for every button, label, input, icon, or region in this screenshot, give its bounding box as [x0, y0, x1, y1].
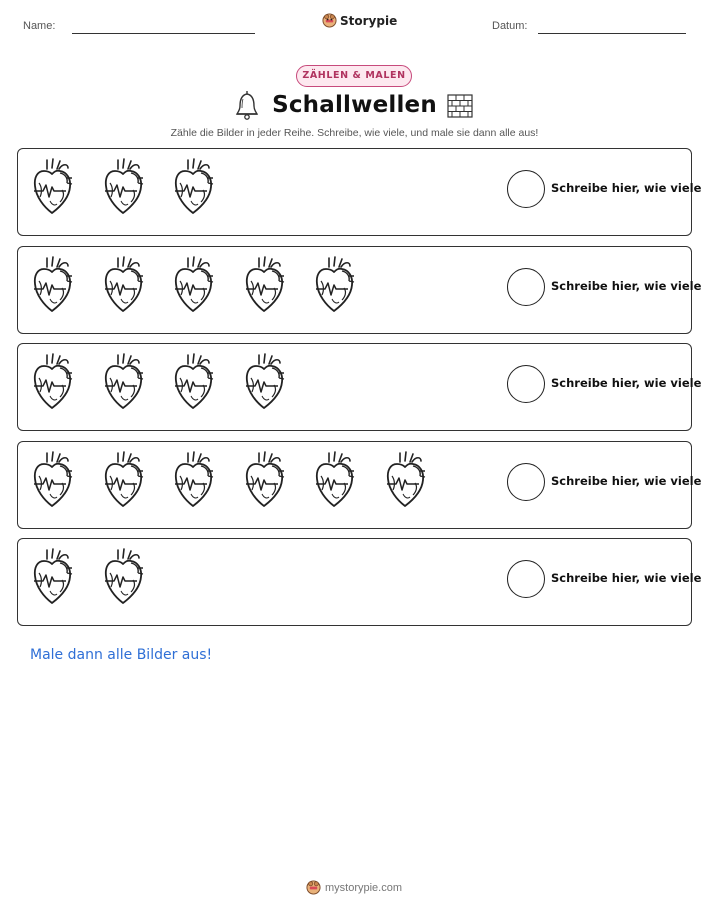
heart-icon[interactable]	[312, 450, 358, 510]
counting-row	[17, 148, 702, 236]
heart-icon[interactable]	[30, 547, 76, 607]
heart-icon[interactable]	[30, 157, 76, 217]
footer-url[interactable]: mystorypie.com	[325, 881, 403, 894]
storypie-logo-icon	[306, 880, 321, 895]
heart-icon[interactable]	[171, 450, 217, 510]
heart-icon[interactable]	[101, 157, 147, 217]
counting-row	[17, 441, 702, 529]
heart-icon[interactable]	[171, 157, 217, 217]
heart-icon[interactable]	[242, 255, 288, 315]
instructions-subtitle: Zähle die Bilder in jeder Reihe. Schreibe, wie viele, und male sie dann alle aus!	[170, 127, 539, 139]
heart-icon[interactable]	[101, 450, 147, 510]
heart-icon[interactable]	[101, 352, 147, 412]
heart-icon[interactable]	[101, 547, 147, 607]
answer-circle[interactable]	[507, 365, 545, 403]
name-label: Name:	[23, 20, 56, 32]
heart-icon[interactable]	[30, 352, 76, 412]
counting-row	[17, 246, 702, 334]
counting-row	[17, 343, 702, 431]
heart-icon[interactable]	[171, 255, 217, 315]
page-title: Schallwellen	[272, 92, 437, 118]
brand	[322, 13, 397, 28]
name-line[interactable]	[72, 33, 255, 34]
heart-icon[interactable]	[171, 352, 217, 412]
footer	[306, 880, 402, 895]
answer-circle[interactable]	[507, 268, 545, 306]
answer-circle[interactable]	[507, 463, 545, 501]
heart-icon[interactable]	[242, 352, 288, 412]
answer-label: Schreibe hier, wie viele	[551, 278, 702, 293]
heart-icon[interactable]	[312, 255, 358, 315]
counting-row	[17, 538, 702, 626]
answer-circle[interactable]	[507, 560, 545, 598]
heart-icon[interactable]	[30, 450, 76, 510]
date-label: Datum:	[492, 20, 528, 32]
answer-label: Schreibe hier, wie viele	[551, 571, 702, 585]
answer-label: Schreibe hier, wie viele	[551, 473, 702, 488]
heart-icon[interactable]	[30, 255, 76, 315]
storypie-logo-icon	[322, 13, 337, 28]
brick-wall-icon	[447, 94, 473, 118]
heart-icon[interactable]	[101, 255, 147, 315]
coloring-instruction: Male dann alle Bilder aus!	[30, 647, 213, 663]
answer-label: Schreibe hier, wie viele	[551, 181, 702, 195]
answer-circle[interactable]	[507, 170, 545, 208]
answer-label: Schreibe hier, wie viele	[551, 376, 702, 390]
category-badge: ZÄHLEN & MALEN	[296, 65, 412, 87]
heart-icon[interactable]	[242, 450, 288, 510]
brand-name: Storypie	[340, 13, 398, 28]
date-line[interactable]	[538, 33, 686, 34]
heart-icon[interactable]	[383, 450, 429, 510]
